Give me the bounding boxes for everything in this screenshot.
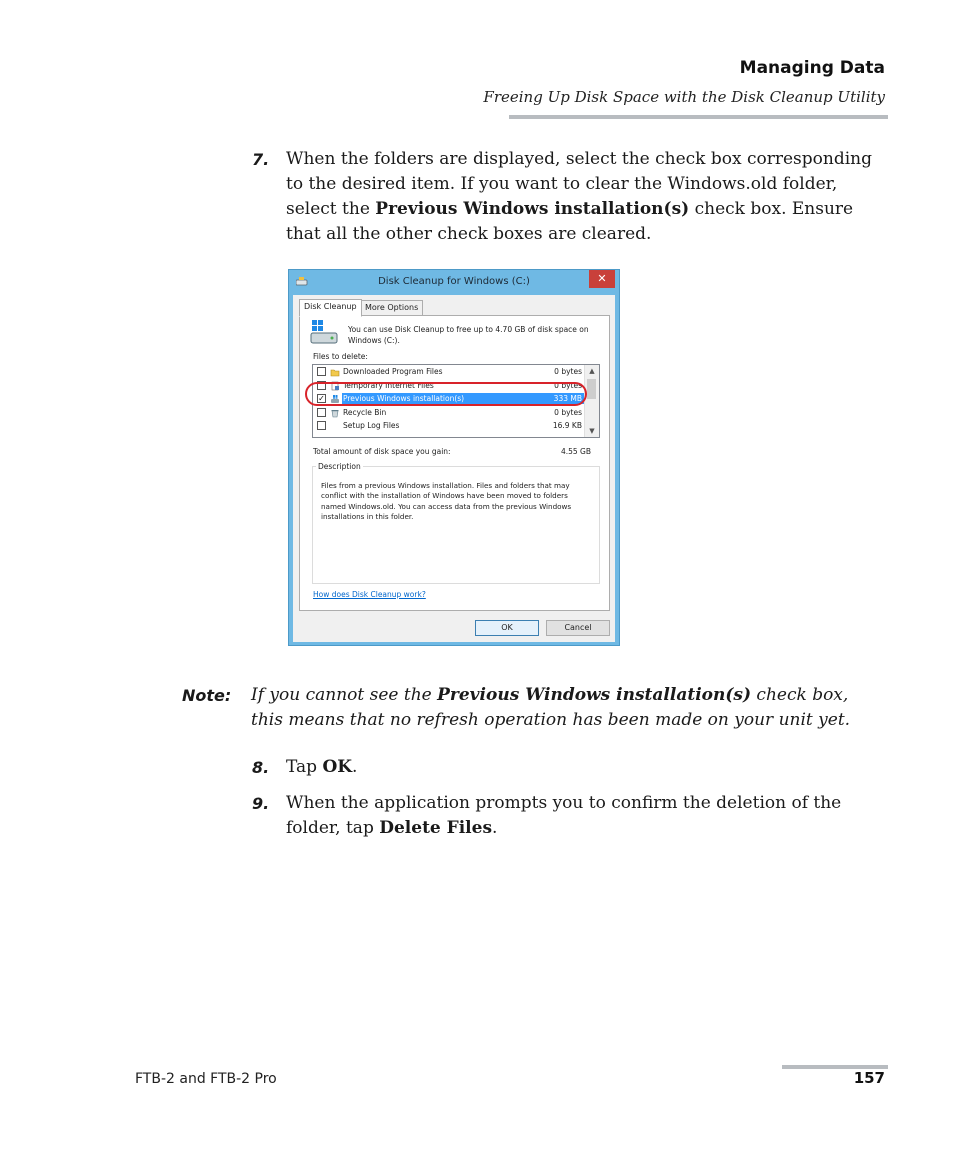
list-item[interactable] [313, 406, 586, 420]
files-to-delete-label: Files to delete: [313, 352, 368, 361]
running-header-subsection: Freeing Up Disk Space with the Disk Cleanup Utility [483, 88, 885, 106]
list-item[interactable] [313, 365, 586, 379]
files-list[interactable] [312, 364, 600, 438]
ok-button[interactable]: OK [475, 620, 539, 636]
tab-more-options[interactable]: More Options [360, 300, 423, 316]
scroll-thumb[interactable] [587, 379, 596, 399]
tab-disk-cleanup[interactable]: Disk Cleanup [299, 299, 362, 317]
step-text-part: . [492, 818, 498, 838]
step-text-part: When the folders are displayed, select the check box corresponding to the desired item. If you want to clear the Windows.old folder, select the [286, 149, 872, 219]
file-size: 0 bytes [554, 380, 582, 390]
step-text-part: When the application prompts you to confirm the deletion of the folder, tap [286, 793, 842, 838]
intro-text: You can use Disk Cleanup to free up to 4.70 GB of disk space on Windows (C:). [348, 325, 589, 345]
file-name: Temporary Internet Files [343, 380, 434, 390]
file-size: 0 bytes [554, 367, 582, 376]
help-link[interactable]: How does Disk Cleanup work? [313, 590, 426, 599]
step-number: 7. [252, 150, 270, 169]
cancel-button[interactable]: Cancel [546, 620, 610, 636]
windows-drive-icon [310, 320, 340, 346]
file-checkbox[interactable] [317, 408, 326, 417]
file-checkbox[interactable] [317, 367, 326, 376]
note-text-bold: Previous Windows installation(s) [437, 685, 752, 705]
title-bar [289, 270, 619, 294]
step-text-part: Tap [286, 757, 323, 777]
note-label: Note: [182, 686, 232, 705]
description-label: Description [318, 462, 361, 471]
list-item[interactable] [313, 419, 586, 433]
file-name: Recycle Bin [343, 407, 387, 417]
close-button[interactable]: ✕ [589, 270, 615, 288]
file-checkbox[interactable] [317, 421, 326, 430]
recycle-bin-icon [330, 408, 340, 418]
step-text-bold: OK [322, 757, 353, 777]
total-space-value: 4.55 GB [560, 447, 591, 456]
note-text-part: check box, this means that no refresh operation has been made on your unit yet. [251, 685, 851, 730]
file-size: 0 bytes [554, 407, 582, 417]
list-scrollbar[interactable] [584, 365, 599, 437]
folder-icon [330, 367, 340, 377]
disk-cleanup-dialog [288, 269, 620, 646]
total-space-label: Total amount of disk space you gain: [313, 447, 451, 456]
file-size: 16.9 KB [552, 421, 582, 431]
step-9 [252, 791, 892, 841]
note [182, 683, 882, 733]
dialog-title: Disk Cleanup for Windows (C:) [378, 276, 530, 287]
step-text [286, 755, 892, 780]
tab-panel [299, 315, 610, 611]
footer-product: FTB-2 and FTB-2 Pro [135, 1071, 277, 1087]
step-text [286, 791, 892, 841]
file-name: Previous Windows installation(s) [343, 394, 465, 404]
note-text-part: If you cannot see the [251, 685, 438, 705]
file-name: Setup Log Files [343, 421, 400, 431]
dialog-client-area [293, 295, 615, 642]
running-header-section: Managing Data [739, 58, 885, 78]
scroll-down-arrow-icon[interactable]: ▼ [589, 427, 595, 435]
page-number: 157 [853, 1069, 885, 1087]
step-8 [252, 755, 892, 780]
file-name: Downloaded Program Files [343, 367, 443, 376]
step-text-part: . [352, 757, 358, 777]
step-text-bold: Previous Windows installation(s) [375, 199, 690, 219]
scroll-up-arrow-icon[interactable]: ▲ [589, 367, 595, 375]
file-checkbox-checked[interactable]: ✓ [318, 394, 325, 404]
file-size: 333 MB [553, 394, 582, 404]
red-callout-ellipse [305, 382, 587, 406]
step-number: 8. [252, 758, 270, 777]
description-group [312, 466, 600, 584]
header-rule [509, 115, 888, 119]
step-text-bold: Delete Files [379, 818, 493, 838]
description-text: Files from a previous Windows installation. Files and folders that may conflict with the installation of Windows have been moved to folders named Windows.old. You can access data from the previous Windows installations in this folder. [321, 481, 572, 522]
note-text [251, 683, 882, 733]
step-7 [252, 147, 892, 247]
step-text-part: check box. Ensure that all the other check boxes are cleared. [286, 199, 854, 244]
step-text [286, 147, 892, 247]
step-number: 9. [252, 794, 270, 813]
